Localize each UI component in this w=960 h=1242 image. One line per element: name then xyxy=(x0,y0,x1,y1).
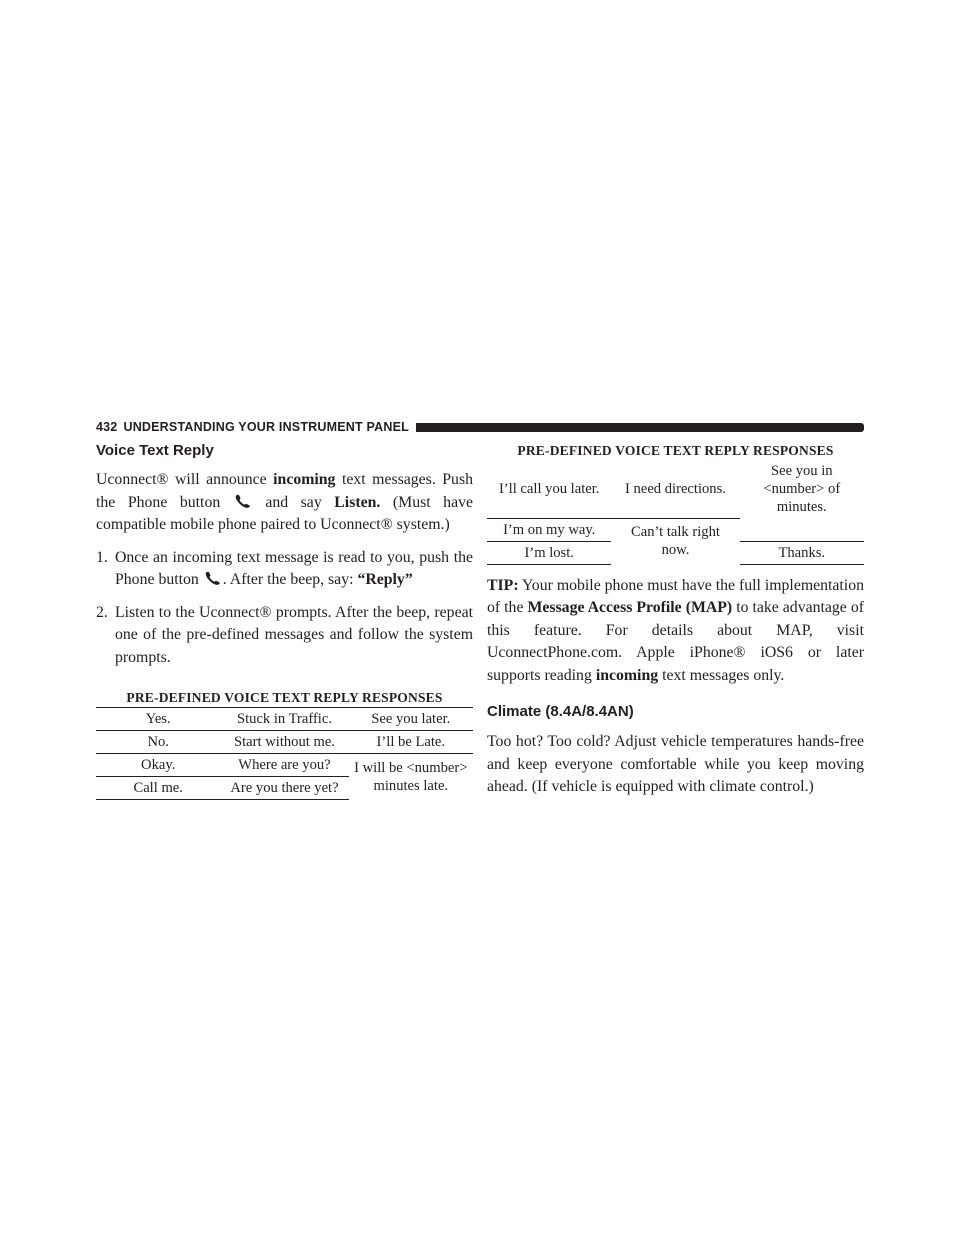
step-text: Listen to the Uconnect® prompts. After the beep, repeat one of the pre-defined messages and follow the system prompts. xyxy=(115,603,473,666)
tip-paragraph xyxy=(487,575,864,688)
intro-bold-listen: Listen. xyxy=(334,493,381,511)
right-column xyxy=(487,440,864,799)
climate-paragraph: Too hot? Too cold? Adjust vehicle temperatures hands-free and keep everyone comfortable while you keep moving ahead. (If vehicle is equipped with climate control.) xyxy=(487,733,864,795)
step-number: 2. xyxy=(96,603,108,621)
table-row xyxy=(487,460,864,518)
step-text xyxy=(115,547,473,592)
table-cell: I need directions. xyxy=(625,480,726,497)
step-text-part: . After the beep, say: xyxy=(222,571,358,588)
table-row xyxy=(487,518,864,541)
table-cell: Stuck in Traffic. xyxy=(220,708,348,731)
step-text-part: Once an incoming text message is read to you, push the Phone button xyxy=(115,548,473,588)
table-caption: PRE-DEFINED VOICE TEXT REPLY RESPONSES xyxy=(517,443,834,458)
table-cell: I will be <number> minutes late. xyxy=(349,754,473,800)
page-number: 432 xyxy=(96,420,118,434)
responses-table-right xyxy=(487,460,864,565)
table-cell: I’ll be Late. xyxy=(349,731,473,754)
table-cell: Can’t talk right now. xyxy=(611,518,739,564)
intro-text: Uconnect® will announce xyxy=(96,471,274,488)
intro-text: text messages. Push the Phone button xyxy=(96,471,473,511)
intro-text: (Must have compatible mobile phone paired to Uconnect® system.) xyxy=(96,493,473,533)
table-cell: Call me. xyxy=(96,777,220,800)
table-caption: PRE-DEFINED VOICE TEXT REPLY RESPONSES xyxy=(126,690,443,705)
section-title: UNDERSTANDING YOUR INSTRUMENT PANEL xyxy=(123,420,409,434)
table-cell: I’ll call you later. xyxy=(498,480,600,497)
responses-table-left xyxy=(96,707,473,800)
intro-paragraph xyxy=(96,469,473,537)
step-quote-reply: “Reply” xyxy=(357,571,413,588)
tip-text: to take advantage of this feature. For details about MAP, visit UconnectPhone.com. Apple iPhone® iOS6 or later supports reading xyxy=(487,599,864,684)
table-cell: See you later. xyxy=(349,708,473,731)
table-row xyxy=(96,754,473,777)
table-row xyxy=(96,731,473,754)
tip-text: Your mobile phone must have the full implementation of the xyxy=(487,576,864,616)
tip-text: text messages only. xyxy=(658,666,785,684)
table-cell-empty xyxy=(740,518,864,541)
intro-text: and say xyxy=(252,493,335,511)
table-cell: Yes. xyxy=(96,708,220,731)
list-item xyxy=(96,602,473,670)
tip-bold-incoming: incoming xyxy=(595,666,659,684)
left-column xyxy=(96,440,473,800)
table-cell: See you in <number> of minutes. xyxy=(763,463,841,515)
tip-bold-map: Message Access Profile (MAP) xyxy=(527,599,733,616)
page-header xyxy=(96,419,864,435)
section-heading-climate: Climate (8.4A/8.4AN) xyxy=(487,703,634,720)
table-cell: Thanks. xyxy=(740,541,864,564)
table-cell: I’m lost. xyxy=(487,541,611,564)
list-item xyxy=(96,547,473,592)
table-cell: Are you there yet? xyxy=(220,777,348,800)
table-cell: Where are you? xyxy=(220,754,348,777)
step-number: 1. xyxy=(96,548,108,566)
header-rule xyxy=(416,423,864,432)
steps-list xyxy=(96,547,473,670)
tip-label: TIP: xyxy=(487,576,519,594)
phone-handset-icon xyxy=(205,571,221,585)
table-row xyxy=(96,708,473,731)
table-cell: No. xyxy=(96,731,220,754)
intro-bold-incoming: incoming xyxy=(273,471,336,488)
table-cell: I’m on my way. xyxy=(487,518,611,541)
table-cell: Start without me. xyxy=(220,731,348,754)
phone-handset-icon xyxy=(235,494,251,508)
section-heading-voice-text-reply: Voice Text Reply xyxy=(96,442,214,459)
table-cell: Okay. xyxy=(96,754,220,777)
